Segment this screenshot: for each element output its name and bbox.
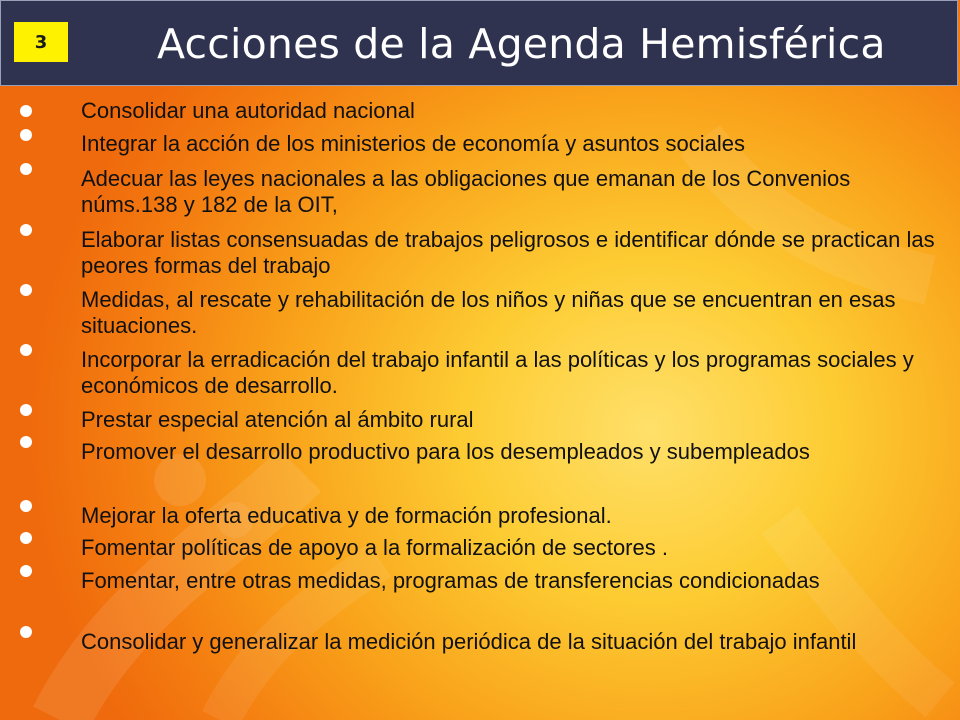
bullet-dot-icon — [20, 224, 32, 236]
header-bar — [0, 0, 958, 86]
bullet-text: Incorporar la erradicación del trabajo infantil a las políticas y los programas sociales y económicos de desarrollo. — [81, 347, 914, 398]
bullet-text: Fomentar, entre otras medidas, programas de transferencias condicionadas — [81, 568, 820, 593]
bullet-text: Fomentar políticas de apoyo a la formalización de sectores . — [81, 535, 668, 560]
bullet-dot-icon — [20, 532, 32, 544]
bullet-text: Adecuar las leyes nacionales a las obligaciones que emanan de los Convenios núms.138 y 182 de la OIT, — [81, 166, 851, 217]
bullet-text: Mejorar la oferta educativa y de formación profesional. — [81, 503, 612, 528]
slide-number-badge: 3 — [14, 22, 68, 62]
bullet-dot-icon — [20, 344, 32, 356]
bullet-dot-icon — [20, 565, 32, 577]
bullet-dot-icon — [20, 163, 32, 175]
bullet-dot-icon — [20, 105, 32, 117]
bullet-text: Prestar especial atención al ámbito rural — [81, 407, 474, 432]
bullet-dot-icon — [20, 284, 32, 296]
bullet-dot-icon — [20, 129, 32, 141]
bullet-text: Promover el desarrollo productivo para los desempleados y subempleados — [81, 439, 810, 464]
bullet-dot-icon — [20, 436, 32, 448]
bullet-dot-icon — [20, 404, 32, 416]
bullet-text: Elaborar listas consensuadas de trabajos peligrosos e identificar dónde se practican las peores formas del trabajo — [81, 227, 935, 278]
bullet-text: Consolidar y generalizar la medición periódica de la situación del trabajo infantil — [81, 629, 857, 654]
slide-title: Acciones de la Agenda Hemisférica — [157, 20, 886, 68]
bullet-text: Consolidar una autoridad nacional — [81, 98, 415, 123]
bullet-dot-icon — [20, 626, 32, 638]
bullet-text: Medidas, al rescate y rehabilitación de los niños y niñas que se encuentran en esas situaciones. — [81, 287, 896, 338]
bullet-dot-icon — [20, 500, 32, 512]
bullet-text: Integrar la acción de los ministerios de economía y asuntos sociales — [81, 131, 746, 156]
